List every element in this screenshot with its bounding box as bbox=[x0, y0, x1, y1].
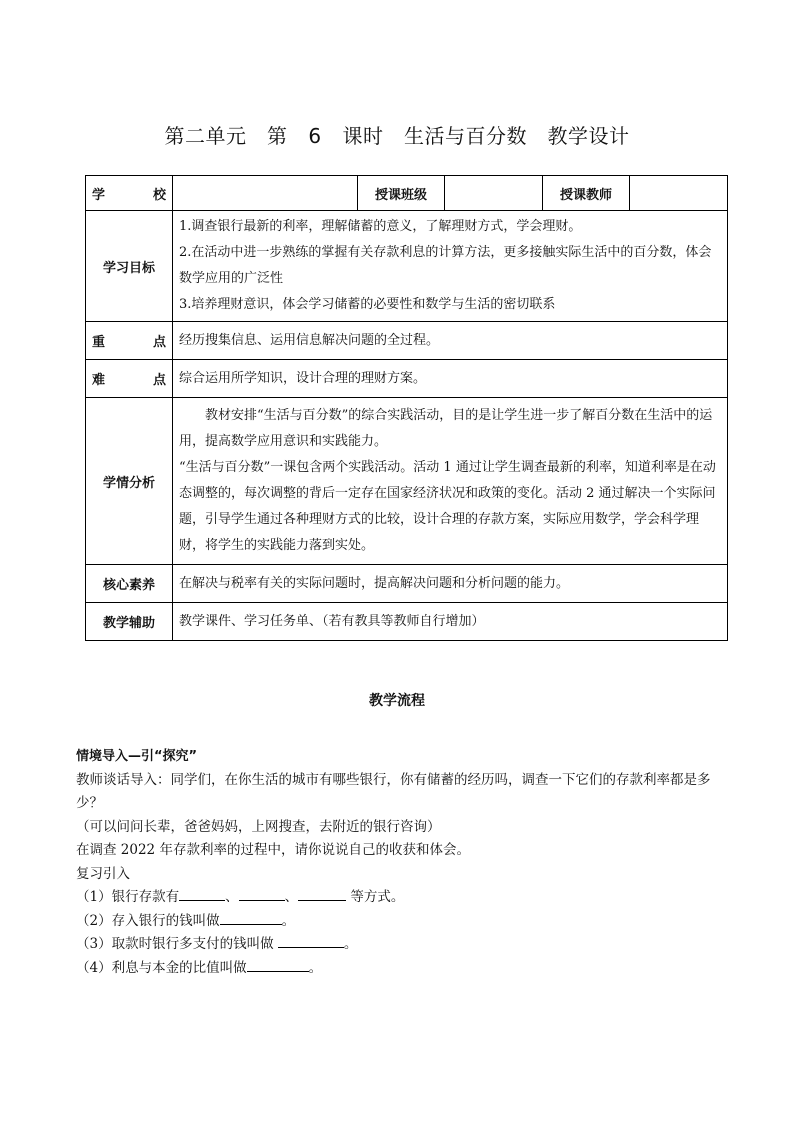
teacher-value bbox=[630, 176, 728, 211]
goals-cell bbox=[173, 211, 728, 322]
teaching-aids-value: 教学课件、学习任务单、（若有教具等教师自行增加） bbox=[173, 603, 728, 641]
review-question-3 bbox=[76, 933, 736, 957]
teaching-aids-label: 教学辅助 bbox=[86, 603, 173, 641]
table-row bbox=[86, 211, 728, 322]
answer-blank[interactable] bbox=[239, 886, 285, 901]
document-title: 第二单元 第 6 课时 生活与百分数 教学设计 bbox=[164, 124, 630, 148]
table-row bbox=[86, 176, 728, 211]
core-literacy-label: 核心素养 bbox=[86, 565, 173, 603]
question-text: （3）取款时银行多支付的钱叫做 bbox=[76, 936, 278, 952]
teacher-label: 授课教师 bbox=[543, 176, 630, 211]
class-label: 授课班级 bbox=[358, 176, 445, 211]
question-text: 、 bbox=[284, 889, 299, 905]
question-text: 。 bbox=[308, 959, 323, 976]
review-question-4 bbox=[76, 957, 736, 981]
school-value bbox=[173, 176, 358, 211]
core-literacy-value: 在解决与税率有关的实际问题时，提高解决问题和分析问题的能力。 bbox=[173, 565, 728, 603]
goal-item: 3.培养理财意识，体会学习储蓄的必要性和数学与生活的密切联系 bbox=[179, 297, 556, 312]
review-question-2 bbox=[76, 910, 736, 934]
goal-item: 1.调查银行最新的利率，理解储蓄的意义，了解理财方式，学会理财。 bbox=[179, 219, 582, 234]
analysis-cell bbox=[173, 398, 728, 565]
question-text: 等方式。 bbox=[346, 889, 405, 905]
question-text: （2）存入银行的钱叫做 bbox=[76, 912, 220, 929]
analysis-paragraph: 教材安排“生活与百分数”的综合实践活动，目的是让学生进一步了解百分数在生活中的运用，提高数学应用意识和实践能力。 bbox=[179, 408, 713, 449]
key-point-label: 重 点 bbox=[86, 322, 173, 360]
lesson-info-table bbox=[85, 175, 728, 641]
teaching-flow bbox=[76, 745, 736, 980]
goal-item: 2.在活动中进一步熟练的掌握有关存款利息的计算方法，更多接触实际生活中的百分数，体会数学应用的广泛性 bbox=[179, 245, 712, 286]
question-text: 、 bbox=[225, 889, 239, 905]
hint-paragraph: （可以问问长辈，爸爸妈妈，上网搜查，去附近的银行咨询） bbox=[76, 818, 441, 835]
table-row bbox=[86, 322, 728, 360]
class-value bbox=[445, 176, 543, 211]
answer-blank[interactable] bbox=[179, 886, 225, 901]
section-heading: 情境导入—引“探究” bbox=[76, 749, 198, 764]
school-label: 学 校 bbox=[86, 176, 173, 211]
question-text: 。 bbox=[343, 936, 358, 952]
table-row bbox=[86, 565, 728, 603]
prompt-paragraph: 在调查 2022 年存款利率的过程中，请你说说自己的收获和体会。 bbox=[76, 842, 470, 858]
table-row bbox=[86, 360, 728, 398]
table-row bbox=[86, 398, 728, 565]
answer-blank[interactable] bbox=[220, 910, 282, 925]
answer-blank[interactable] bbox=[247, 957, 309, 972]
goals-label: 学习目标 bbox=[86, 211, 173, 322]
teaching-flow-title: 教学流程 bbox=[369, 693, 425, 709]
review-heading: 复习引入 bbox=[76, 865, 130, 882]
key-point-value: 经历搜集信息、运用信息解决问题的全过程。 bbox=[173, 322, 728, 360]
answer-blank[interactable] bbox=[298, 886, 346, 901]
question-text: 。 bbox=[281, 912, 296, 929]
question-text: （1）银行存款有 bbox=[76, 889, 180, 905]
difficulty-value: 综合运用所学知识，设计合理的理财方案。 bbox=[173, 360, 728, 398]
analysis-paragraph: “生活与百分数”一课包含两个实践活动。活动 1 通过让学生调查最新的利率，知道利率是在动态调整的，每次调整的背后一定存在国家经济状况和政策的变化。活动 2 通过解决一个实际问题，引导学生通过各种理财方式的比较，设计合理的存款方案，实际应用数学，学会科学理财，将学生的实践能力落到实处。 bbox=[179, 460, 716, 553]
analysis-label: 学情分析 bbox=[86, 398, 173, 565]
difficulty-label: 难 点 bbox=[86, 360, 173, 398]
review-question-1 bbox=[76, 886, 736, 910]
intro-paragraph: 教师谈话导入：同学们，在你生活的城市有哪些银行，你有储蓄的经历吗，调查一下它们的存款利率都是多少？ bbox=[76, 771, 711, 811]
question-text: （4）利息与本金的比值叫做 bbox=[76, 959, 247, 976]
answer-blank[interactable] bbox=[278, 933, 344, 948]
table-row bbox=[86, 603, 728, 641]
